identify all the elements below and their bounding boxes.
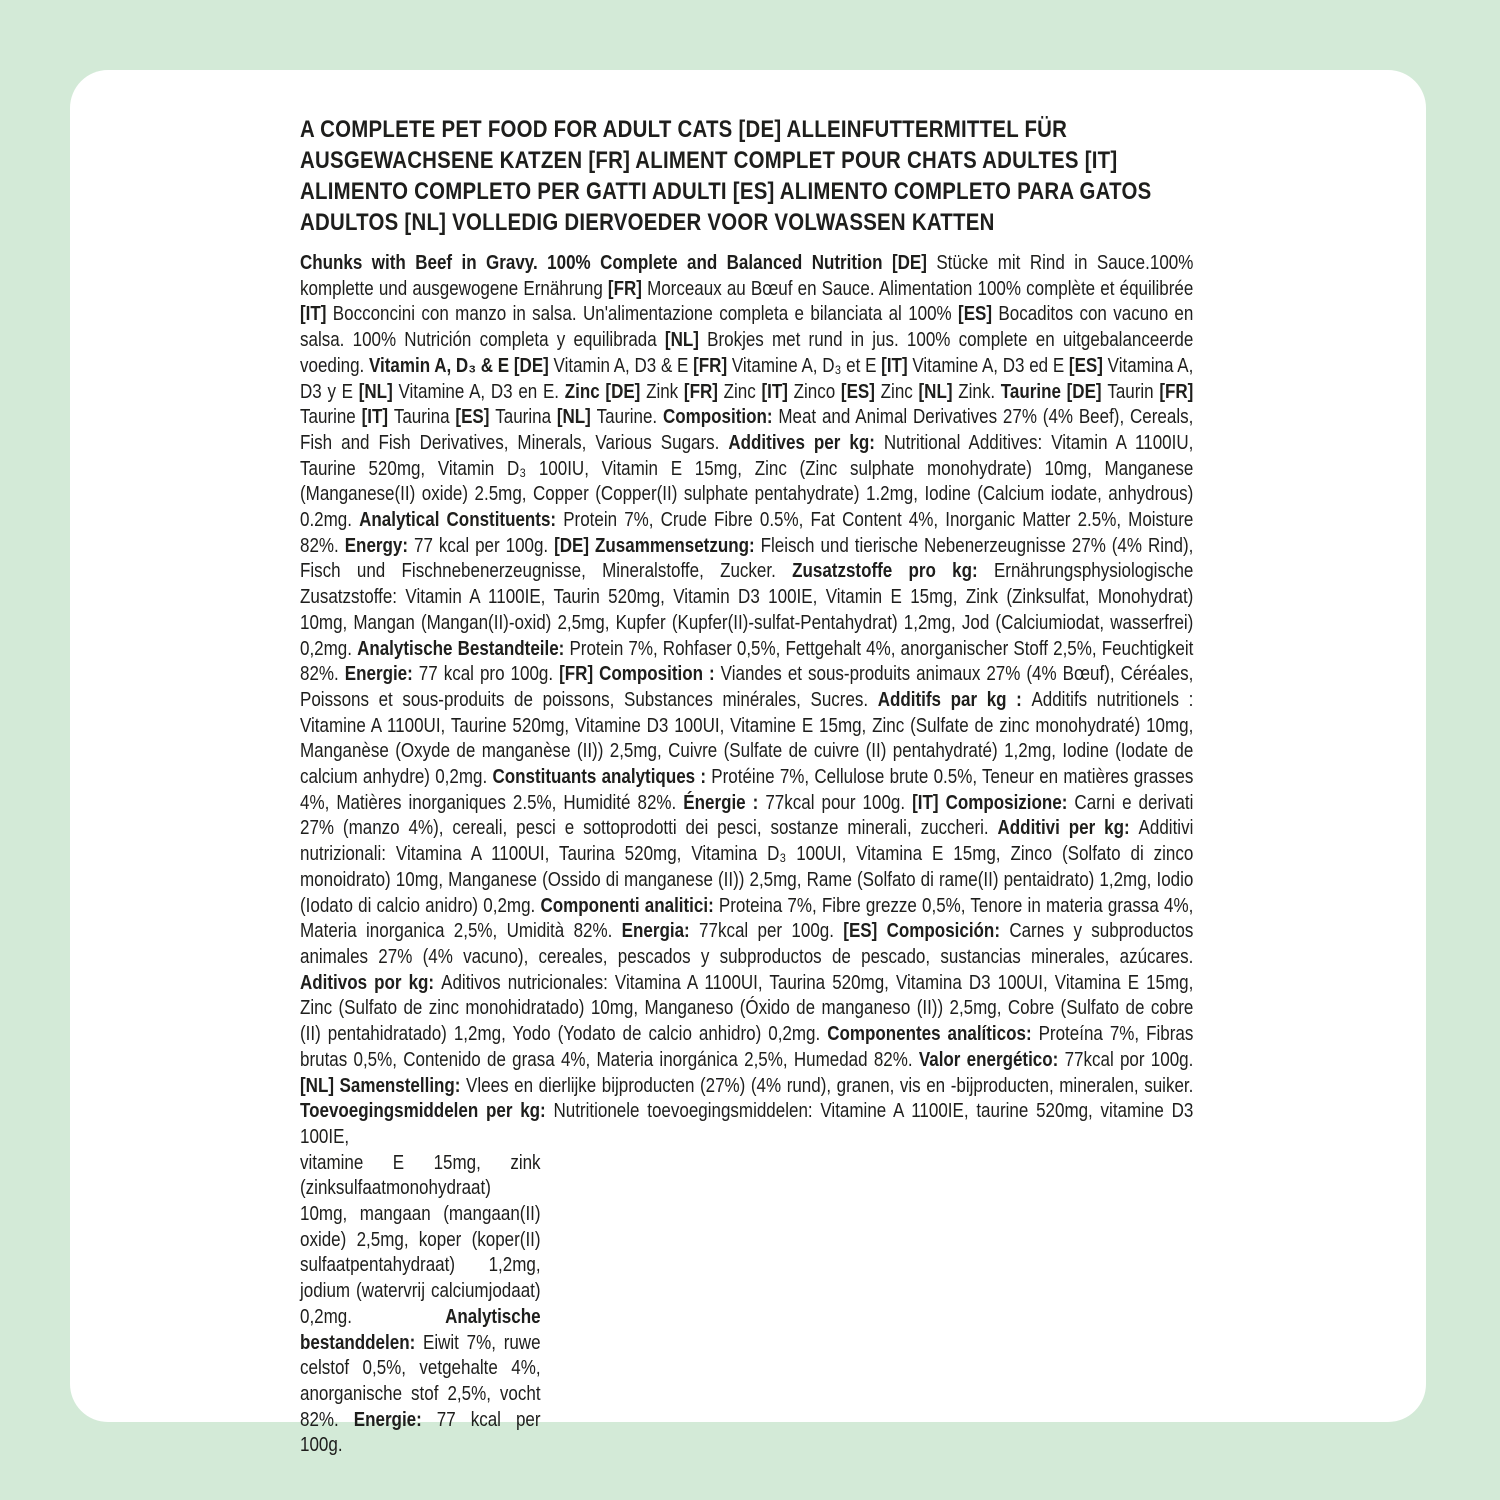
ingredients-paragraph-continued: vitamine E 15mg, zink (zinksulfaatmonohydraat) 10mg, mangaan (mangaan(II) oxide) 2,5mg, koper (koper(II) sulfaatpentahydraat) 1,2mg, jodium (watervrij calciumjodaat) 0,2mg. Analytische bestanddelen: Eiwit 7%, ruwe celstof 0,5%, vetgehalte 4%, anorganische stof 2,5%, vocht 82%. Energie: 77 kcal per 100g. (300, 1151, 541, 1457)
product-header: A COMPLETE PET FOOD FOR ADULT CATS [DE] ALLEINFUTTERMITTEL FÜR AUSGEWACHSENE KATZEN [FR] ALIMENT COMPLET POUR CHATS ADULTES [IT] ALIMENTO COMPLETO PER GATTI ADULTI [ES] ALIMENTO COMPLETO PARA GATOS ADULTOS [NL] VOLLEDIG DIERVOEDER VOOR VOLWASSEN KATTEN (300, 116, 1152, 236)
label-content (300, 114, 1193, 1459)
ingredients-paragraph: Chunks with Beef in Gravy. 100% Complete and Balanced Nutrition [DE] Stücke mit Rind in Sauce.100% komplette und ausgewogene Ernährung [FR] Morceaux au Bœuf en Sauce. Alimentation 100% complète et équilibrée [IT] Bocconcini con manzo in salsa. Un'alimentazione completa e bilanciata al 100% [ES] Bocaditos con vacuno en salsa. 100% Nutrición completa y equilibrada [NL] Brokjes met rund in jus. 100% complete en uitgebalanceerde voeding. Vitamin A, D₃ & E [DE] Vitamin A, D3 & E [FR] Vitamine A, D₃ et E [IT] Vitamine A, D3 ed E [ES] Vitamina A, D3 y E [NL] Vitamine A, D3 en E. Zinc [DE] Zink [FR] Zinc [IT] Zinco [ES] Zinc [NL] Zink. Taurine [DE] Taurin [FR] Taurine [IT] Taurina [ES] Taurina [NL] Taurine. Composition: Meat and Animal Derivatives 27% (4% Beef), Cereals, Fish and Fish Derivatives, Minerals, Various Sugars. Additives per kg: Nutritional Additives: Vitamin A 1100IU, Taurine 520mg, Vitamin D₃ 100IU, Vitamin E 15mg, Zinc (Zinc sulphate monohydrate) 10mg, Manganese (Manganese(II) oxide) 2.5mg, Copper (Copper(II) sulphate pentahydrate) 1.2mg, Iodine (Calcium iodate, anhydrous) 0.2mg. Analytical Constituents: Protein 7%, Crude Fibre 0.5%, Fat Content 4%, Inorganic Matter 2.5%, Moisture 82%. Energy: 77 kcal per 100g. [DE] Zusammensetzung: Fleisch und tierische Nebenerzeugnisse 27% (4% Rind), Fisch und Fischnebenerzeugnisse, Mineralstoffe, Zucker. Zusatzstoffe pro kg: Ernährungsphysiologische Zusatzstoffe: Vitamin A 1100IE, Taurin 520mg, Vitamin D3 100IE, Vitamin E 15mg, Zink (Zinksulfat, Monohydrat) 10mg, Mangan (Mangan(II)-oxid) 2,5mg, Kupfer (Kupfer(II)-sulfat-Pentahydrat) 1,2mg, Jod (Calciumiodat, wasserfrei) 0,2mg. Analytische Bestandteile: Protein 7%, Rohfaser 0,5%, Fettgehalt 4%, anorganischer Stoff 2,5%, Feuchtigkeit 82%. Energie: 77 kcal pro 100g. [FR] Composition : Viandes et sous-produits animaux 27% (4% Bœuf), Céréales, Poissons et sous-produits de poissons, Substances minérales, Sucres. Additifs par kg : Additifs nutritionels : Vitamine A 1100UI, Taurine 520mg, Vitamine D3 100UI, Vitamine E 15mg, Zinc (Sulfate de zinc monohydraté) 10mg, Manganèse (Oxyde de manganèse (II)) 2,5mg, Cuivre (Sulfate de cuivre (II) pentahydraté) 1,2mg, Iodine (Iodate de calcium anhydre) 0,2mg. Constituants analytiques : Protéine 7%, Cellulose brute 0.5%, Teneur en matières grasses 4%, Matières inorganiques 2.5%, Humidité 82%. Énergie : 77kcal pour 100g. [IT] Composizione: Carni e derivati 27% (manzo 4%), cereali, pesci e sottoprodotti dei pesci, sostanze minerali, zuccheri. Additivi per kg: Additivi nutrizionali: Vitamina A 1100UI, Taurina 520mg, Vitamina D₃ 100UI, Vitamina E 15mg, Zinco (Solfato di zinco monoidrato) 10mg, Manganese (Ossido di manganese (II)) 2,5mg, Rame (Solfato di rame(II) pentaidrato) 1,2mg, Iodio (Iodato di calcio anidro) 0,2mg. Componenti analitici: Proteina 7%, Fibre grezze 0,5%, Tenore in materia grassa 4%, Materia inorganica 2,5%, Umidità 82%. Energia: 77kcal per 100g. [ES] Composición: Carnes y subproductos animales 27% (4% vacuno), cereales, pescados y subproductos de pescado, sustancias minerales, azúcares. Aditivos por kg: Aditivos nutricionales: Vitamina A 1100UI, Taurina 520mg, Vitamina D3 100UI, Vitamina E 15mg, Zinc (Sulfato de zinc monohidratado) 10mg, Manganeso (Óxido de manganeso (II)) 2,5mg, Cobre (Sulfato de cobre (II) pentahidratado) 1,2mg, Yodo (Yodato de calcio anhidro) 0,2mg. Componentes analíticos: Proteína 7%, Fibras brutas 0,5%, Contenido de grasa 4%, Materia inorgánica 2,5%, Humedad 82%. Valor energético: 77kcal por 100g. [NL] Samenstelling: Vlees en dierlijke bijproducten (27%) (4% rund), granen, vis en -bijproducten, mineralen, suiker. Toevoegingsmiddelen per kg: Nutritionele toevoegingsmiddelen: Vitamine A 1100IE, taurine 520mg, vitamine D3 100IE, (300, 252, 1194, 1148)
label-card (70, 70, 1426, 1457)
